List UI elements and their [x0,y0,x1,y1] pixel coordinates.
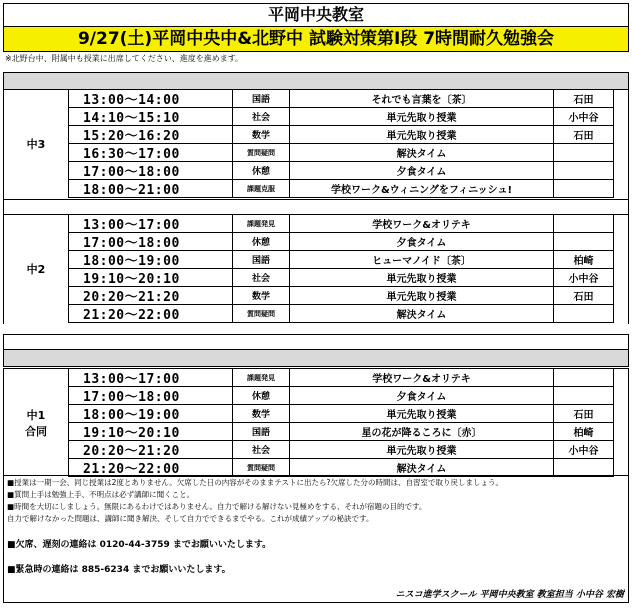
teacher-cell [553,369,614,386]
content-cell: 解決タイム [289,459,553,476]
time-cell: 17:00〜18:00 [68,162,232,179]
teacher-cell [553,215,614,232]
content-cell: 単元先取り授業 [289,405,553,422]
subject-cell: 質問疑問 [232,459,289,476]
teacher-cell: 柏崎 [553,251,614,268]
teacher-cell [553,305,614,322]
teacher-cell [553,180,614,197]
grade-label [4,215,68,324]
content-cell: 単元先取り授業 [289,287,553,304]
time-cell: 17:00〜18:00 [68,387,232,404]
grade-block [3,214,629,324]
schedule-row [68,251,614,269]
footer-credit: ニスコ進学スクール 平岡中央教室 教室担当 小中谷 宏樹 [395,590,624,600]
teacher-cell [553,233,614,250]
grade-label-text: 中1 [26,408,46,422]
schedule-row [68,233,614,251]
time-cell: 19:10〜20:10 [68,423,232,440]
time-cell: 15:20〜16:20 [68,126,232,143]
time-cell: 18:00〜21:00 [68,180,232,197]
time-cell: 14:10〜15:10 [68,108,232,125]
content-cell: 解決タイム [289,305,553,322]
content-cell: 単元先取り授業 [289,269,553,286]
subject-cell: 課題発見 [232,215,289,232]
subject-cell: 国語 [232,423,289,440]
schedule-row [68,287,614,305]
time-cell: 16:30〜17:00 [68,144,232,161]
subject-cell: 課題発見 [232,369,289,386]
subject-cell: 休憩 [232,233,289,250]
content-cell: 解決タイム [289,144,553,161]
note-line: ■時間を大切にしましょう。無限にあるわけではありません。自力で解ける解けない見極めをする、それが宿題の目的です。 [7,502,427,511]
teacher-cell: 石田 [553,126,614,143]
content-cell: 単元先取り授業 [289,126,553,143]
teacher-cell: 石田 [553,90,614,107]
subject-cell: 質問疑問 [232,144,289,161]
schedule-row [68,369,614,387]
subject-cell: 社会 [232,108,289,125]
subject-cell: 国語 [232,251,289,268]
subject-cell: 数学 [232,126,289,143]
schedule-row [68,90,614,108]
subject-cell: 社会 [232,269,289,286]
note-line: 自力で解けなかった問題は、講師に聞き解決、そして自力でできるまでやる。これが成績アップの秘訣です。 [7,514,374,523]
teacher-cell [553,162,614,179]
schedule-row [68,405,614,423]
subject-cell: 数学 [232,405,289,422]
subject-cell: 課題克服 [232,180,289,197]
teacher-cell: 小中谷 [553,269,614,286]
schedule-row [68,441,614,459]
subject-cell: 国語 [232,90,289,107]
schedule-row [68,162,614,180]
schedule-sheet [3,3,629,603]
teacher-cell [553,144,614,161]
spacer-row [3,199,629,215]
teacher-cell: 石田 [553,287,614,304]
teacher-cell: 小中谷 [553,108,614,125]
content-cell: 学校ワーク&オリテキ [289,215,553,232]
time-cell: 13:00〜14:00 [68,90,232,107]
grade-label [4,369,68,478]
time-cell: 19:10〜20:10 [68,269,232,286]
subject-cell: 社会 [232,441,289,458]
content-cell: 単元先取り授業 [289,441,553,458]
schedule-row [68,387,614,405]
schedule-row [68,269,614,287]
time-cell: 13:00〜17:00 [68,369,232,386]
teacher-cell [553,387,614,404]
spacer-bar [3,349,629,367]
time-cell: 18:00〜19:00 [68,251,232,268]
content-cell: 夕食タイム [289,387,553,404]
schedule-row [68,126,614,144]
absence-contact: ■欠席、遅刻の連絡は 0120-44-3759 までお願いいたします。 [7,540,272,550]
schedule-row [68,215,614,233]
subject-cell: 休憩 [232,387,289,404]
content-cell: 夕食タイム [289,162,553,179]
subject-cell: 休憩 [232,162,289,179]
subject-cell: 質問疑問 [232,305,289,322]
schedule-row [68,305,614,323]
teacher-cell: 石田 [553,405,614,422]
content-cell: 単元先取り授業 [289,108,553,125]
header-spacer-bar [3,72,629,90]
time-cell: 17:00〜18:00 [68,233,232,250]
time-cell: 13:00〜17:00 [68,215,232,232]
content-cell: それでも言葉を〔茶〕 [289,90,553,107]
content-cell: 学校ワーク&オリテキ [289,369,553,386]
content-cell: 夕食タイム [289,233,553,250]
grade-label-sub: 合同 [25,424,47,438]
grade-label [4,90,68,199]
grade-label-text: 中2 [26,262,46,276]
schedule-row [68,144,614,162]
note-line: ■授業は一期一会、同じ授業は2度とありません。欠席した日の内容がそのままテストに出たら?欠席した分の時間は、自習室で取り戻しましょう。 [7,478,503,487]
notes-box [3,475,629,603]
subject-cell: 数学 [232,287,289,304]
note-line: ■質問上手は勉強上手、不明点は必ず講師に聞くこと。 [7,490,195,499]
teacher-cell: 柏崎 [553,423,614,440]
top-note: ※北野台中、附属中も授業に出席してください、進度を進めます。 [5,54,244,63]
event-banner: 9/27(土)平岡中央中&北野中 試験対策第Ⅰ段 7時間耐久勉強会 [3,26,629,52]
time-cell: 18:00〜19:00 [68,405,232,422]
grade-label-text: 中3 [26,137,46,151]
page-title: 平岡中央教室 [3,3,629,27]
content-cell: 学校ワーク&ウィニングをフィニッシュ! [289,180,553,197]
teacher-cell [553,459,614,476]
time-cell: 20:20〜21:20 [68,287,232,304]
time-cell: 21:20〜22:00 [68,305,232,322]
schedule-row [68,180,614,198]
grade-block [3,89,629,199]
teacher-cell: 小中谷 [553,441,614,458]
content-cell: ヒューマノイド〔茶〕 [289,251,553,268]
time-cell: 20:20〜21:20 [68,441,232,458]
time-cell: 21:20〜22:00 [68,459,232,476]
grade-block [3,368,629,478]
schedule-row [68,108,614,126]
spacer-row [3,334,629,350]
content-cell: 星の花が降るころに〔赤〕 [289,423,553,440]
emergency-contact: ■緊急時の連絡は 885-6234 までお願いいたします。 [7,565,231,575]
schedule-row [68,423,614,441]
